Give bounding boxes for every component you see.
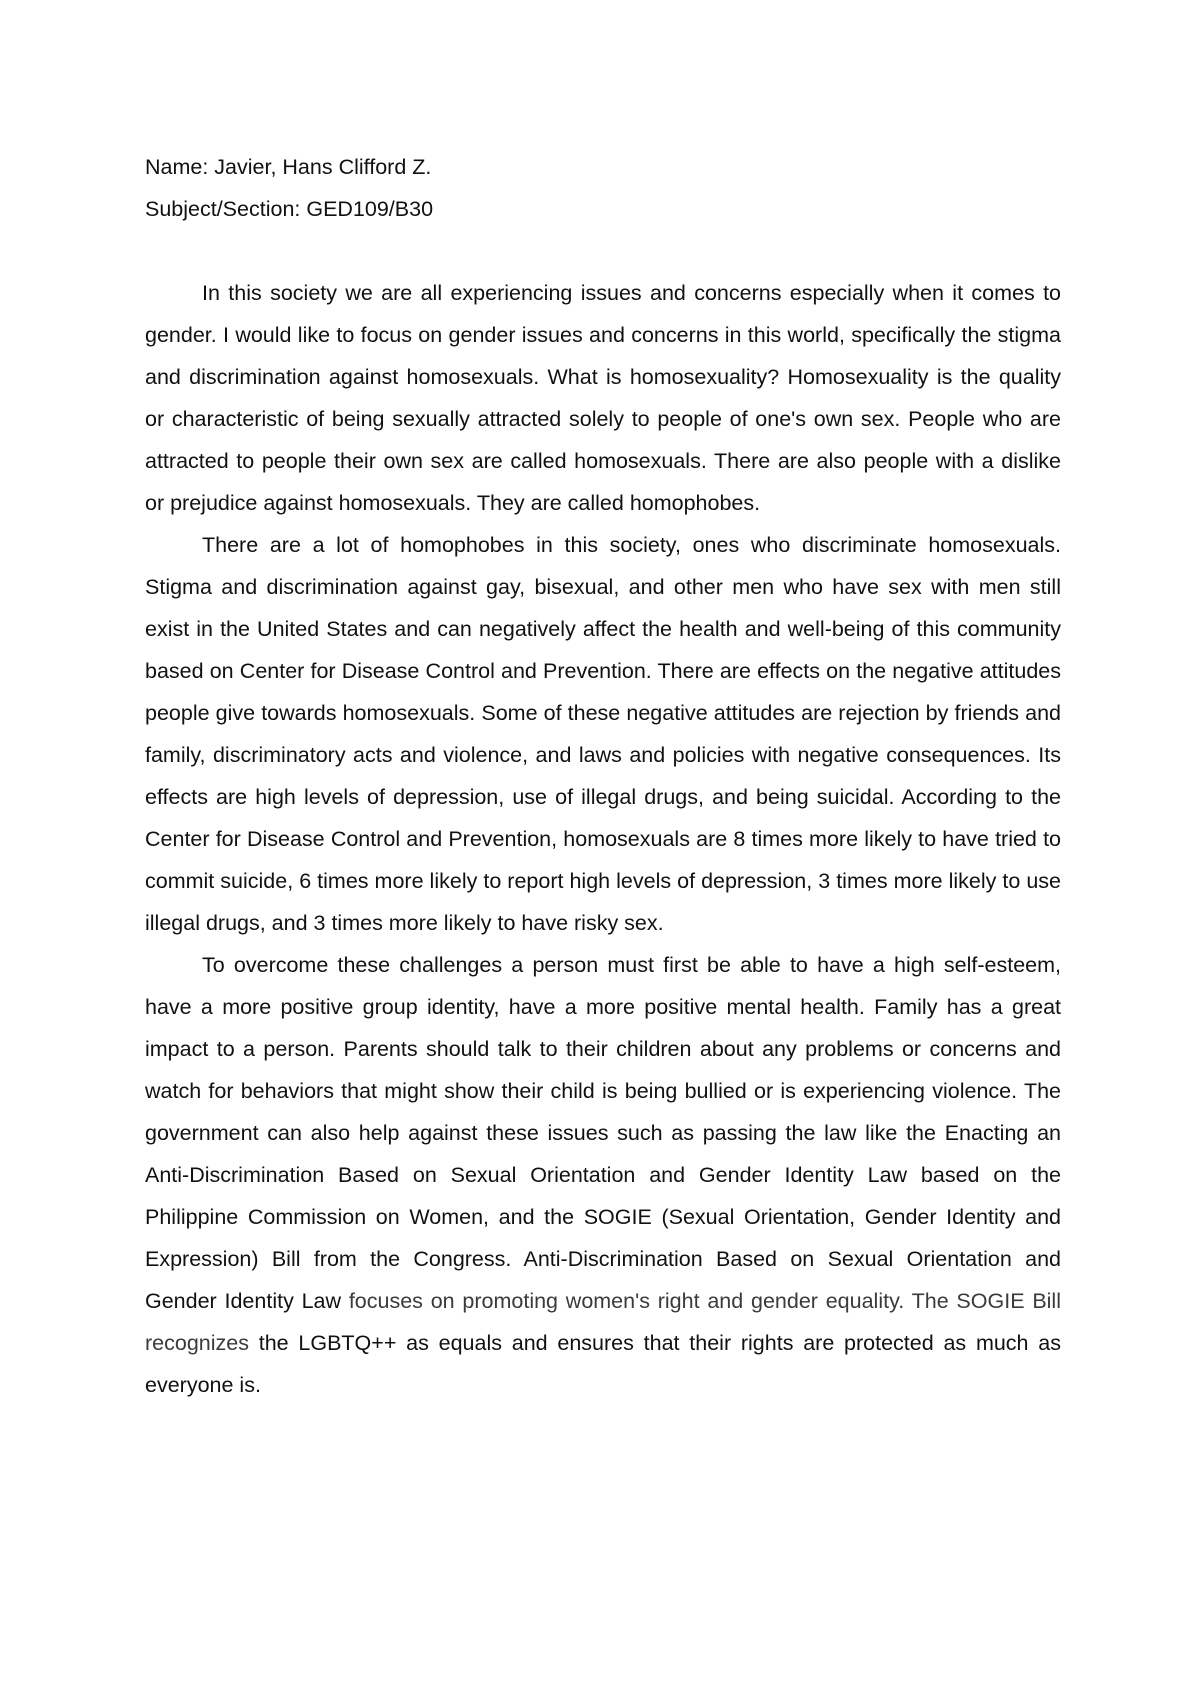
paragraph-solutions-part-2: focuses on promoting women's right and gender equality. The SOGIE Bill recognizes: [145, 1289, 1061, 1355]
paragraph-introduction: In this society we are all experiencing issues and concerns especially when it comes to gender. I would like to focus on gender issues and concerns in this world, specifically the stigma and discrimination against homosexuals. What is homosexuality? Homosexuality is the quality or characteristic of being sexually attracted solely to people of one's own sex. People who are attracted to people their own sex are called homosexuals. There are also people with a dislike or prejudice against homosexuals. They are called homophobes.: [145, 281, 1061, 515]
document-body: [145, 146, 1061, 1406]
paragraph-solutions: [145, 944, 1061, 1406]
subject-section-line: Subject/Section: GED109/B30: [145, 197, 434, 221]
paragraph-solutions-part-1: To overcome these challenges a person must first be able to have a high self-esteem, have a more positive group identity, have a more positive mental health. Family has a great impact to a person. Parents should talk to their children about any problems or concerns and watch for behaviors that might show their child is being bullied or is experiencing violence. The government can also help against these issues such as passing the law like the Enacting an Anti-Discrimination Based on Sexual Orientation and Gender Identity Law based on the Philippine Commission on Women, and the SOGIE (Sexual Orientation, Gender Identity and Expression) Bill from the Congress. Anti-Discrimination Based on Sexual Orientation and Gender Identity Law: [145, 953, 1061, 1313]
student-name-line: Name: Javier, Hans Clifford Z.: [145, 155, 432, 179]
paragraph-solutions-part-3: the LGBTQ++ as equals and ensures that their rights are protected as much as everyone is.: [145, 1331, 1061, 1397]
header-spacer: [145, 230, 1061, 272]
paragraph-effects: There are a lot of homophobes in this society, ones who discriminate homosexuals. Stigma and discrimination against gay, bisexual, and other men who have sex with men still exist in the United States and can negatively affect the health and well-being of this community based on Center for Disease Control and Prevention. There are effects on the negative attitudes people give towards homosexuals. Some of these negative attitudes are rejection by friends and family, discriminatory acts and violence, and laws and policies with negative consequences. Its effects are high levels of depression, use of illegal drugs, and being suicidal. According to the Center for Disease Control and Prevention, homosexuals are 8 times more likely to have tried to commit suicide, 6 times more likely to report high levels of depression, 3 times more likely to use illegal drugs, and 3 times more likely to have risky sex.: [145, 533, 1061, 935]
